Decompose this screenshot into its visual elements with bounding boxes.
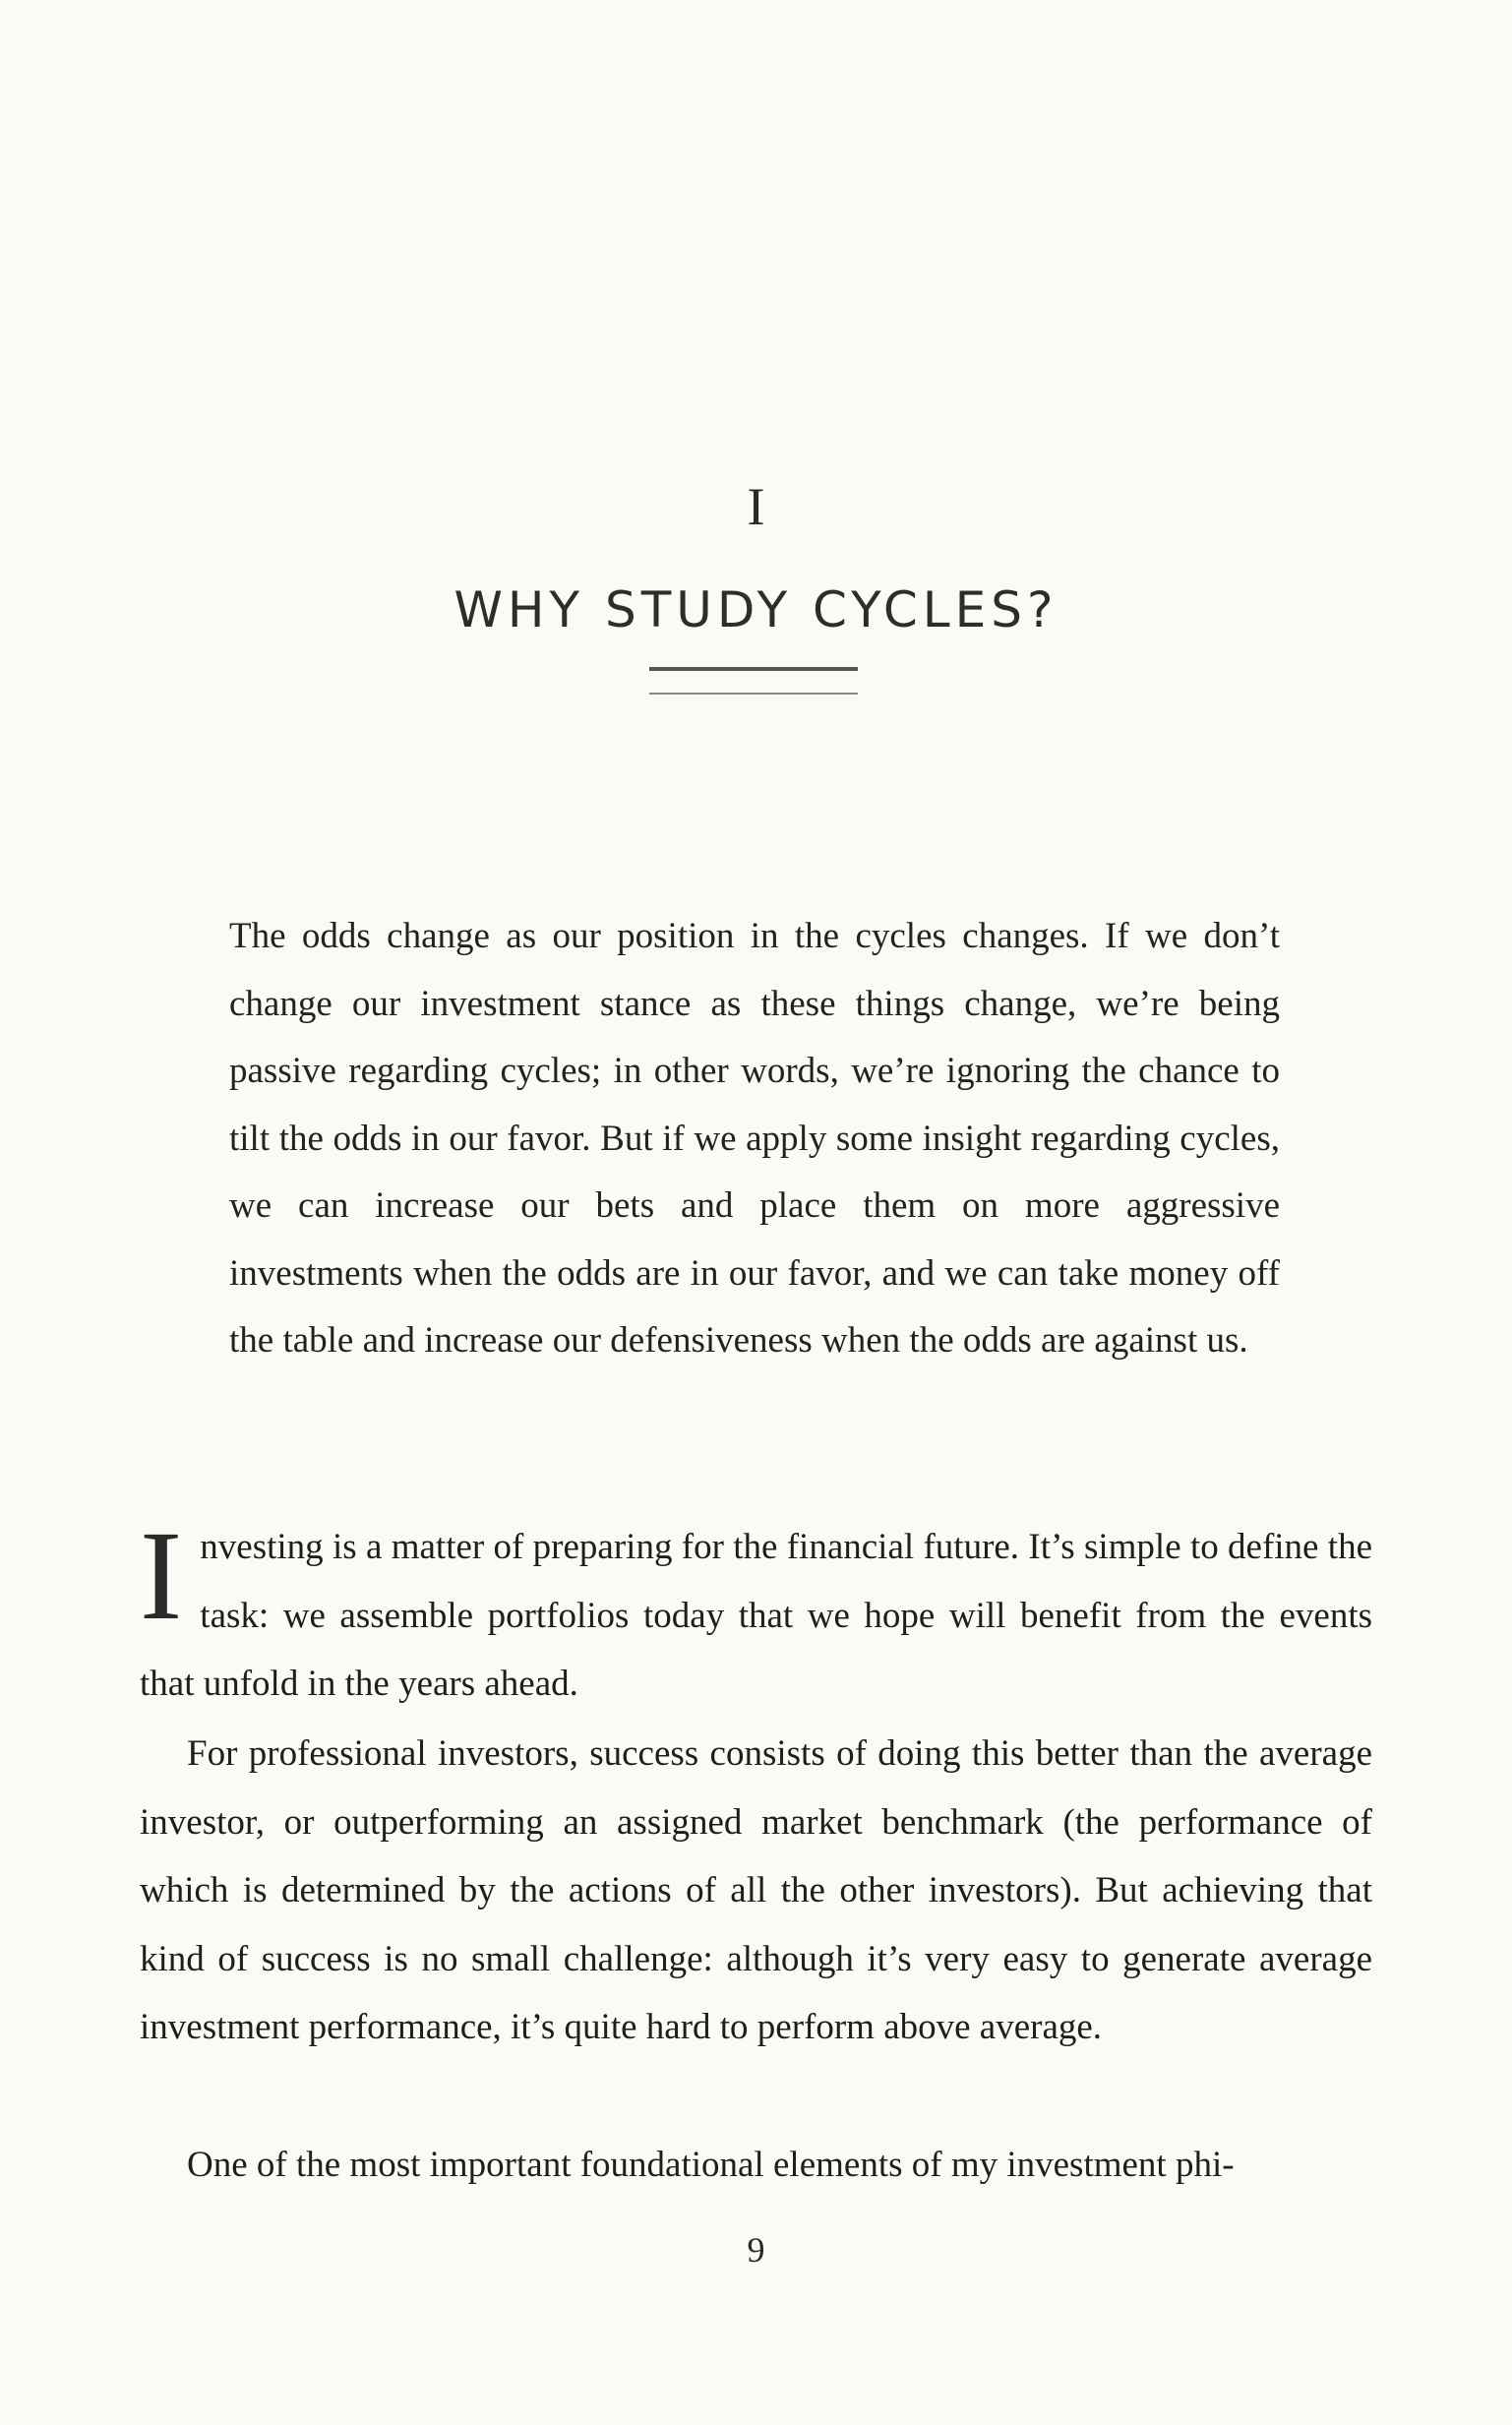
- body-paragraph-3: [140, 2131, 1372, 2200]
- chapter-number: I: [747, 477, 765, 536]
- body-paragraph-1: [140, 1505, 1372, 1719]
- epigraph: The odds change as our position in the cycles changes. If we don’t change our investment stance as these things change, we’re being passive regarding cycles; in other words, we’re ignoring the chance to tilt the odds in our favor. But if we apply some insight regarding cycles, we can increase our bets and place them on more aggressive investments when the odds are in our favor, and we can take money off the table and increase our defensiveness when the odds are against us.: [229, 916, 1280, 1361]
- paragraph-3-text: One of the most important foundational elements of my investment phi-: [187, 2145, 1235, 2185]
- paragraph-2-text: For professional investors, success consists of doing this better than the average investor, or outperforming an assigned market benchmark (the performance of which is determined by the actions of all the other investors). But achieving that kind of success is no small challenge: although it’s very easy to generate average investment performance, it’s quite hard to perform above average.: [140, 1733, 1372, 2047]
- page-number: 9: [747, 2230, 765, 2270]
- title-rule-thin: [649, 693, 858, 695]
- drop-cap: I: [140, 1505, 183, 1647]
- title-rule-thick: [649, 667, 858, 671]
- paragraph-1-text: nvesting is a matter of preparing for the financial future. It’s simple to define the task: we assemble portfolios today that we hope will benefit from the events that unfold in the years ahead.: [140, 1527, 1372, 1704]
- body-paragraph-2: [140, 1720, 1372, 2062]
- chapter-title: WHY STUDY CYCLES?: [454, 581, 1058, 638]
